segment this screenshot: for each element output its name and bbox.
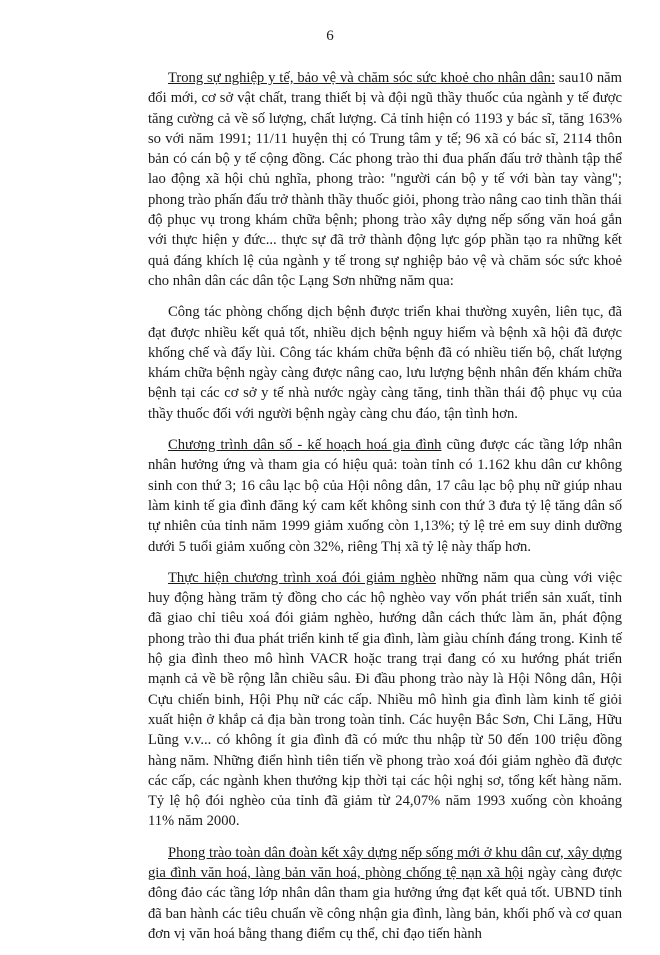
heading-health: Trong sự nghiệp y tế, bảo vệ và chăm sóc sức khoẻ cho nhân dân: [168, 70, 556, 86]
paragraph-population [148, 435, 622, 557]
paragraph-disease [148, 302, 622, 424]
body-text [148, 68, 622, 955]
text-culture: ngày càng được đông đảo các tầng lớp nhân dân tham gia hưởng ứng đạt kết quả tốt. UBND tỉnh đã ban hành các tiêu chuẩn về công nhận gia đình, làng bản, khối phố và cơ quan đơn vị văn hoá bằng thang điểm cụ thể, chỉ đạo tiến hành [148, 864, 622, 942]
heading-poverty: Thực hiện chương trình xoá đói giảm nghèo [168, 569, 436, 586]
text-disease: Công tác phòng chống dịch bệnh được triển khai thường xuyên, liên tục, đã đạt được nhiều kết quả tốt, nhiều dịch bệnh nguy hiểm và bệnh xã hội đã được khống chế và đẩy lùi. Công tác khám chữa bệnh đã có nhiều tiến bộ, chất lượng khám chữa bệnh ngày càng được nâng cao, lưu lượng bệnh nhân đến khám chữa bệnh tại các cơ sở y tế nhà nước ngày càng tăng, tinh thần thái độ phục vụ của thầy thuốc đối với người bệnh ngày càng chu đáo, tận tình hơn. [148, 304, 622, 422]
text-health: sau10 năm đổi mới, cơ sở vật chất, trang thiết bị và đội ngũ thầy thuốc của ngành y tế được tăng cường cả về số lượng, chất lượng. Cả tỉnh hiện có 1193 y bác sĩ, tăng 163% so với năm 1991; 11/11 huyện thị có Trung tâm y tế; 96 xã có bác sĩ, 2114 thôn bản có cán bộ y tế cộng đồng. Các phong trào thi đua phấn đấu trở thành tập thể lao động xã hội chủ nghĩa, phong trào: "người cán bộ y tế với bàn tay vàng"; phong trào phấn đấu trở thành thầy thuốc giỏi, phong trào nâng cao tinh thần thái độ phục vụ trong khám chữa bệnh; phong trào xây dựng nếp sống văn hoá gắn với thực hiện y đức... thực sự đã trở thành động lực góp phần tạo ra những kết quả đáng khích lệ của ngành y tế trong sự nghiệp bảo vệ và chăm sóc sức khoẻ cho nhân dân các dân tộc Lạng Sơn những năm qua: [148, 70, 622, 289]
paragraph-culture [148, 843, 622, 944]
page-number: 6 [326, 28, 334, 44]
text-poverty: những năm qua cùng với việc huy động hàng trăm tỷ đồng cho các hộ nghèo vay vốn phát triển sản xuất, tỉnh đã giao chỉ tiêu xoá đói giảm nghèo, hướng dẫn cách thức làm ăn, phát động phong trào thi đua phát triển kinh tế gia đình, làm giàu chính đáng trong. Kinh tế hộ gia đình theo mô hình VACR hoặc trang trại đang có xu hướng phát triển mạnh cả về bề rộng lẫn chiều sâu. Đi đầu phong trào này là Hội Nông dân, Hội Cựu chiến binh, Hội Phụ nữ các cấp. Nhiều mô hình gia đình làm kinh tế giỏi xuất hiện ở khắp cả địa bàn trong toàn tỉnh. Các huyện Bắc Sơn, Chi Lăng, Hữu Lũng v.v... có không ít gia đình đã có mức thu nhập từ 50 đến 100 triệu đồng hàng năm. Những điển hình tiên tiến về phong trào xoá đói giảm nghèo đã được các cấp, các ngành khen thưởng kịp thời tại các hội nghị sơ, tổng kết hàng năm. Tỷ lệ hộ đói nghèo của tỉnh đã giảm từ 24,07% năm 1993 xuống còn khoảng 11% năm 2000. [148, 569, 622, 830]
paragraph-health [148, 68, 622, 291]
heading-population: Chương trình dân số - kế hoạch hoá gia đình [168, 437, 442, 454]
text-population: cũng được các tầng lớp nhân nhân hưởng ứng và tham gia có hiệu quả: toàn tỉnh có 1.162 khu dân cư không sinh con thứ 3; 16 câu lạc bộ của Hội nông dân, 17 câu lạc bộ phụ nữ giúp nhau làm kinh tế gia đình đăng ký cam kết không sinh con thứ 3 đưa tỷ lệ tăng dân số tự nhiên của tỉnh năm 1999 giảm xuống còn 1,13%; tỷ lệ trẻ em suy dinh dưỡng dưới 5 tuổi giảm xuống còn 32%, riêng Thị xã tỷ lệ này thấp hơn. [148, 437, 623, 555]
paragraph-poverty [148, 568, 622, 832]
heading-culture: Phong trào toàn dân đoàn kết xây dựng nếp sống mới ở khu dân cư, xây dựng gia đình văn hoá, làng bản văn hoá, phòng chống tệ nạn xã hội [148, 844, 622, 881]
